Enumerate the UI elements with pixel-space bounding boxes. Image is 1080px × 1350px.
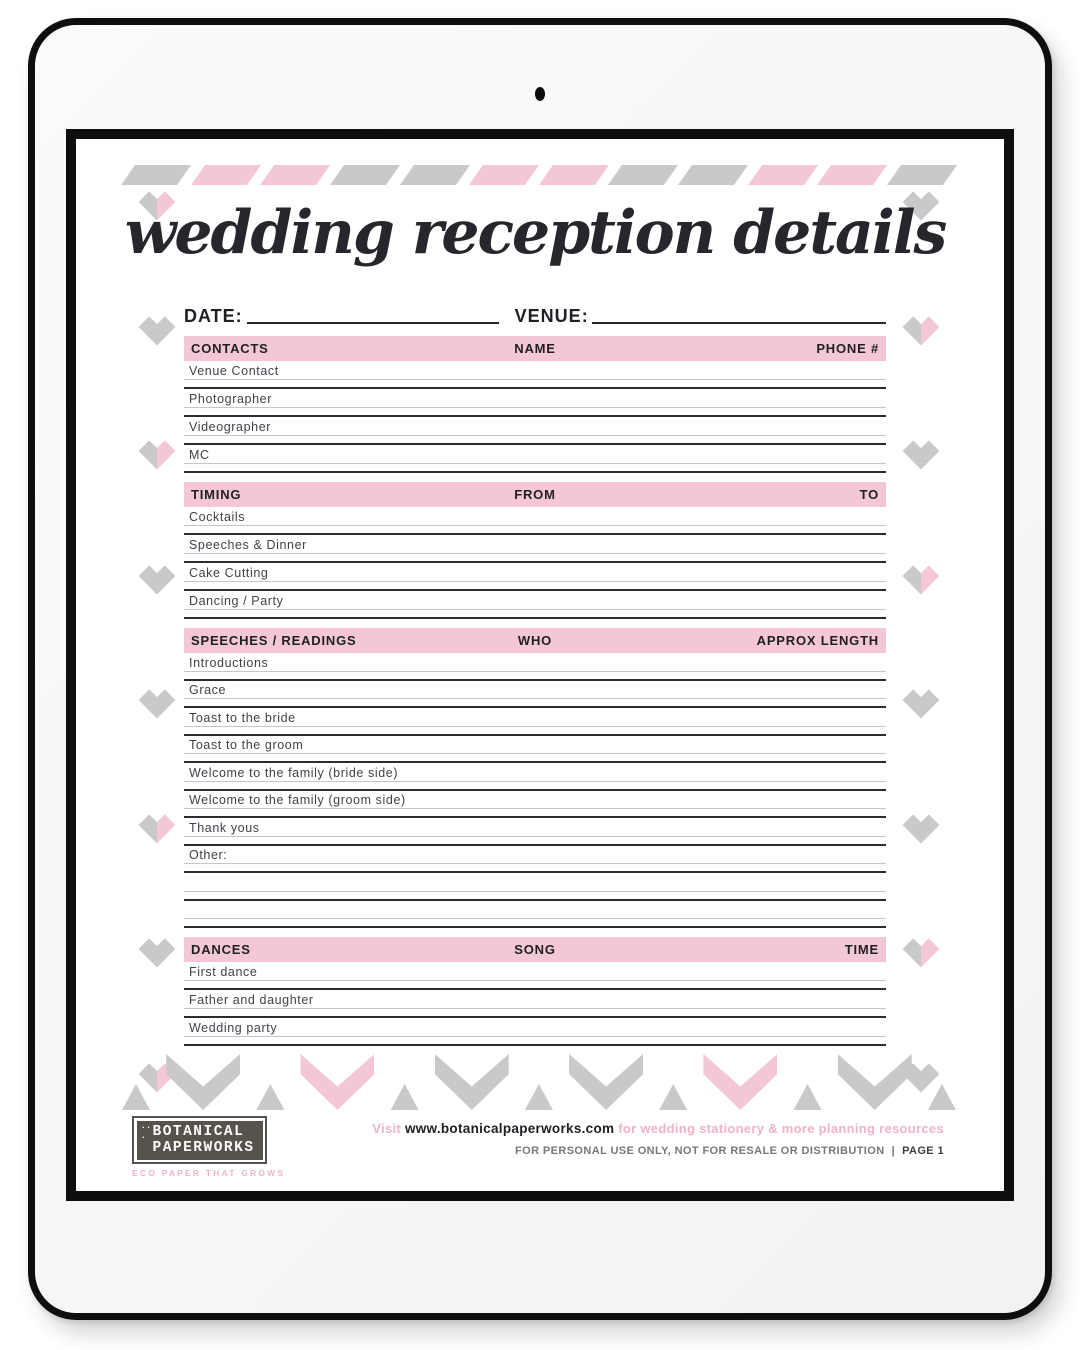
fold-chevron-shape: [903, 682, 940, 719]
venue-label: VENUE:: [514, 306, 589, 326]
fold-chevron-shape: [903, 433, 940, 470]
fold-chevron-shape: [139, 682, 176, 719]
column-header: TIME: [844, 942, 879, 957]
section-contacts: [184, 336, 886, 473]
fold-chevron-shape: [139, 806, 176, 843]
column-header: SONG: [514, 942, 556, 957]
column-header: TO: [859, 487, 879, 502]
v-chevron-shape: [703, 1054, 777, 1110]
table-row: [184, 873, 886, 901]
table-row: [184, 653, 886, 681]
venue-write-line: [592, 322, 886, 324]
column-header: TIMING: [191, 487, 242, 502]
table-row: [184, 763, 886, 791]
column-header: CONTACTS: [191, 341, 269, 356]
visit-suffix: for wedding stationery & more planning resources: [614, 1121, 944, 1136]
triangle-shape: [391, 1084, 419, 1110]
table-row: [184, 361, 886, 389]
row-label: Wedding party: [189, 1021, 278, 1035]
triangle-shape: [794, 1084, 822, 1110]
table-row: [184, 708, 886, 736]
table-row: [184, 591, 886, 619]
fold-chevron-shape: [139, 557, 176, 594]
visit-prefix: Visit: [372, 1121, 405, 1136]
row-label: Toast to the bride: [189, 710, 296, 725]
row-label: Dancing / Party: [189, 594, 284, 608]
logo-line2: PAPERWORKS: [152, 1139, 255, 1156]
table-row: [184, 1018, 886, 1046]
row-label: Welcome to the family (groom side): [189, 793, 406, 807]
footer-text: [372, 1121, 944, 1157]
chevron-border-right: [890, 189, 952, 1087]
column-header: WHO: [517, 633, 553, 648]
fold-chevron-shape: [139, 308, 176, 345]
date-label: DATE:: [184, 306, 243, 326]
table-row: [184, 962, 886, 990]
row-label: Cake Cutting: [189, 566, 269, 580]
v-chevron-shape: [569, 1054, 643, 1110]
page-title: wedding reception details: [124, 198, 946, 268]
v-chevron-shape: [166, 1054, 240, 1110]
row-label: Toast to the groom: [189, 738, 304, 752]
section-header-bar: [184, 628, 886, 653]
triangle-shape: [256, 1084, 284, 1110]
row-label: Cocktails: [189, 510, 246, 524]
row-label: Videographer: [189, 420, 272, 434]
logo-line1: ·· · BOTANICAL: [152, 1123, 245, 1140]
column-header: DANCES: [191, 942, 251, 957]
fold-chevron-shape: [903, 806, 940, 843]
table-row: [184, 507, 886, 535]
row-label: Introductions: [189, 655, 269, 670]
table-row: [184, 681, 886, 709]
date-venue-row: [184, 299, 886, 327]
page-number: PAGE 1: [902, 1145, 944, 1157]
logo-stamp: [132, 1116, 267, 1164]
camera-icon: [535, 87, 545, 101]
column-header: APPROX LENGTH: [756, 633, 879, 648]
worksheet: [124, 139, 946, 1046]
legal-line: [372, 1145, 944, 1157]
triangle-shape: [525, 1084, 553, 1110]
section-timing: [184, 482, 886, 619]
table-row: [184, 736, 886, 764]
fold-chevron-shape: [139, 931, 176, 968]
row-label: Welcome to the family (bride side): [189, 765, 399, 780]
chevron-shape: [121, 165, 191, 185]
section-speeches-readings: [184, 628, 886, 928]
triangle-shape: [928, 1084, 956, 1110]
chevron-border-left: [126, 189, 188, 1087]
row-label: Speeches & Dinner: [189, 538, 307, 552]
triangle-shape: [659, 1084, 687, 1110]
fold-chevron-shape: [903, 308, 940, 345]
column-header: FROM: [514, 487, 556, 502]
v-chevron-shape: [838, 1054, 912, 1110]
row-label: Venue Contact: [189, 364, 279, 378]
column-header: SPEECHES / READINGS: [191, 633, 357, 648]
chevron-border-bottom: [122, 1052, 956, 1110]
table-row: [184, 417, 886, 445]
table-row: [184, 990, 886, 1018]
section-header-bar: [184, 482, 886, 507]
chevron-shape: [887, 165, 957, 185]
fold-chevron-shape: [903, 931, 940, 968]
row-label: Thank yous: [189, 820, 260, 835]
table-row: [184, 791, 886, 819]
v-chevron-shape: [435, 1054, 509, 1110]
row-label: Father and daughter: [189, 993, 314, 1007]
legal-separator: |: [891, 1145, 896, 1157]
sections-container: [184, 336, 886, 1046]
tablet-frame: [28, 18, 1052, 1320]
v-chevron-shape: [300, 1054, 374, 1110]
table-row: [184, 445, 886, 473]
column-header: NAME: [514, 341, 556, 356]
table-row: [184, 535, 886, 563]
table-row: [184, 389, 886, 417]
table-row: [184, 901, 886, 929]
fold-chevron-shape: [903, 557, 940, 594]
date-write-line: [247, 322, 499, 324]
row-label: First dance: [189, 965, 258, 979]
website-link[interactable]: www.botanicalpaperworks.com: [404, 1121, 615, 1136]
tablet-screen: [66, 129, 1014, 1201]
column-header: PHONE #: [816, 341, 879, 356]
row-label: Photographer: [189, 392, 272, 406]
row-label: Grace: [189, 683, 227, 697]
triangle-shape: [122, 1084, 150, 1110]
row-label: Other:: [189, 848, 228, 862]
fold-chevron-shape: [139, 433, 176, 470]
legal-text: FOR PERSONAL USE ONLY, NOT FOR RESALE OR DISTRIBUTION: [515, 1145, 885, 1157]
section-header-bar: [184, 937, 886, 962]
visit-line: [372, 1121, 944, 1136]
logo-stamp-text: [137, 1121, 263, 1160]
table-row: [184, 846, 886, 874]
section-dances: [184, 937, 886, 1046]
botanical-paperworks-logo: [132, 1116, 302, 1178]
logo-tagline: ECO PAPER THAT GROWS: [132, 1168, 286, 1179]
section-header-bar: [184, 336, 886, 361]
row-label: MC: [189, 448, 210, 462]
table-row: [184, 563, 886, 591]
table-row: [184, 818, 886, 846]
